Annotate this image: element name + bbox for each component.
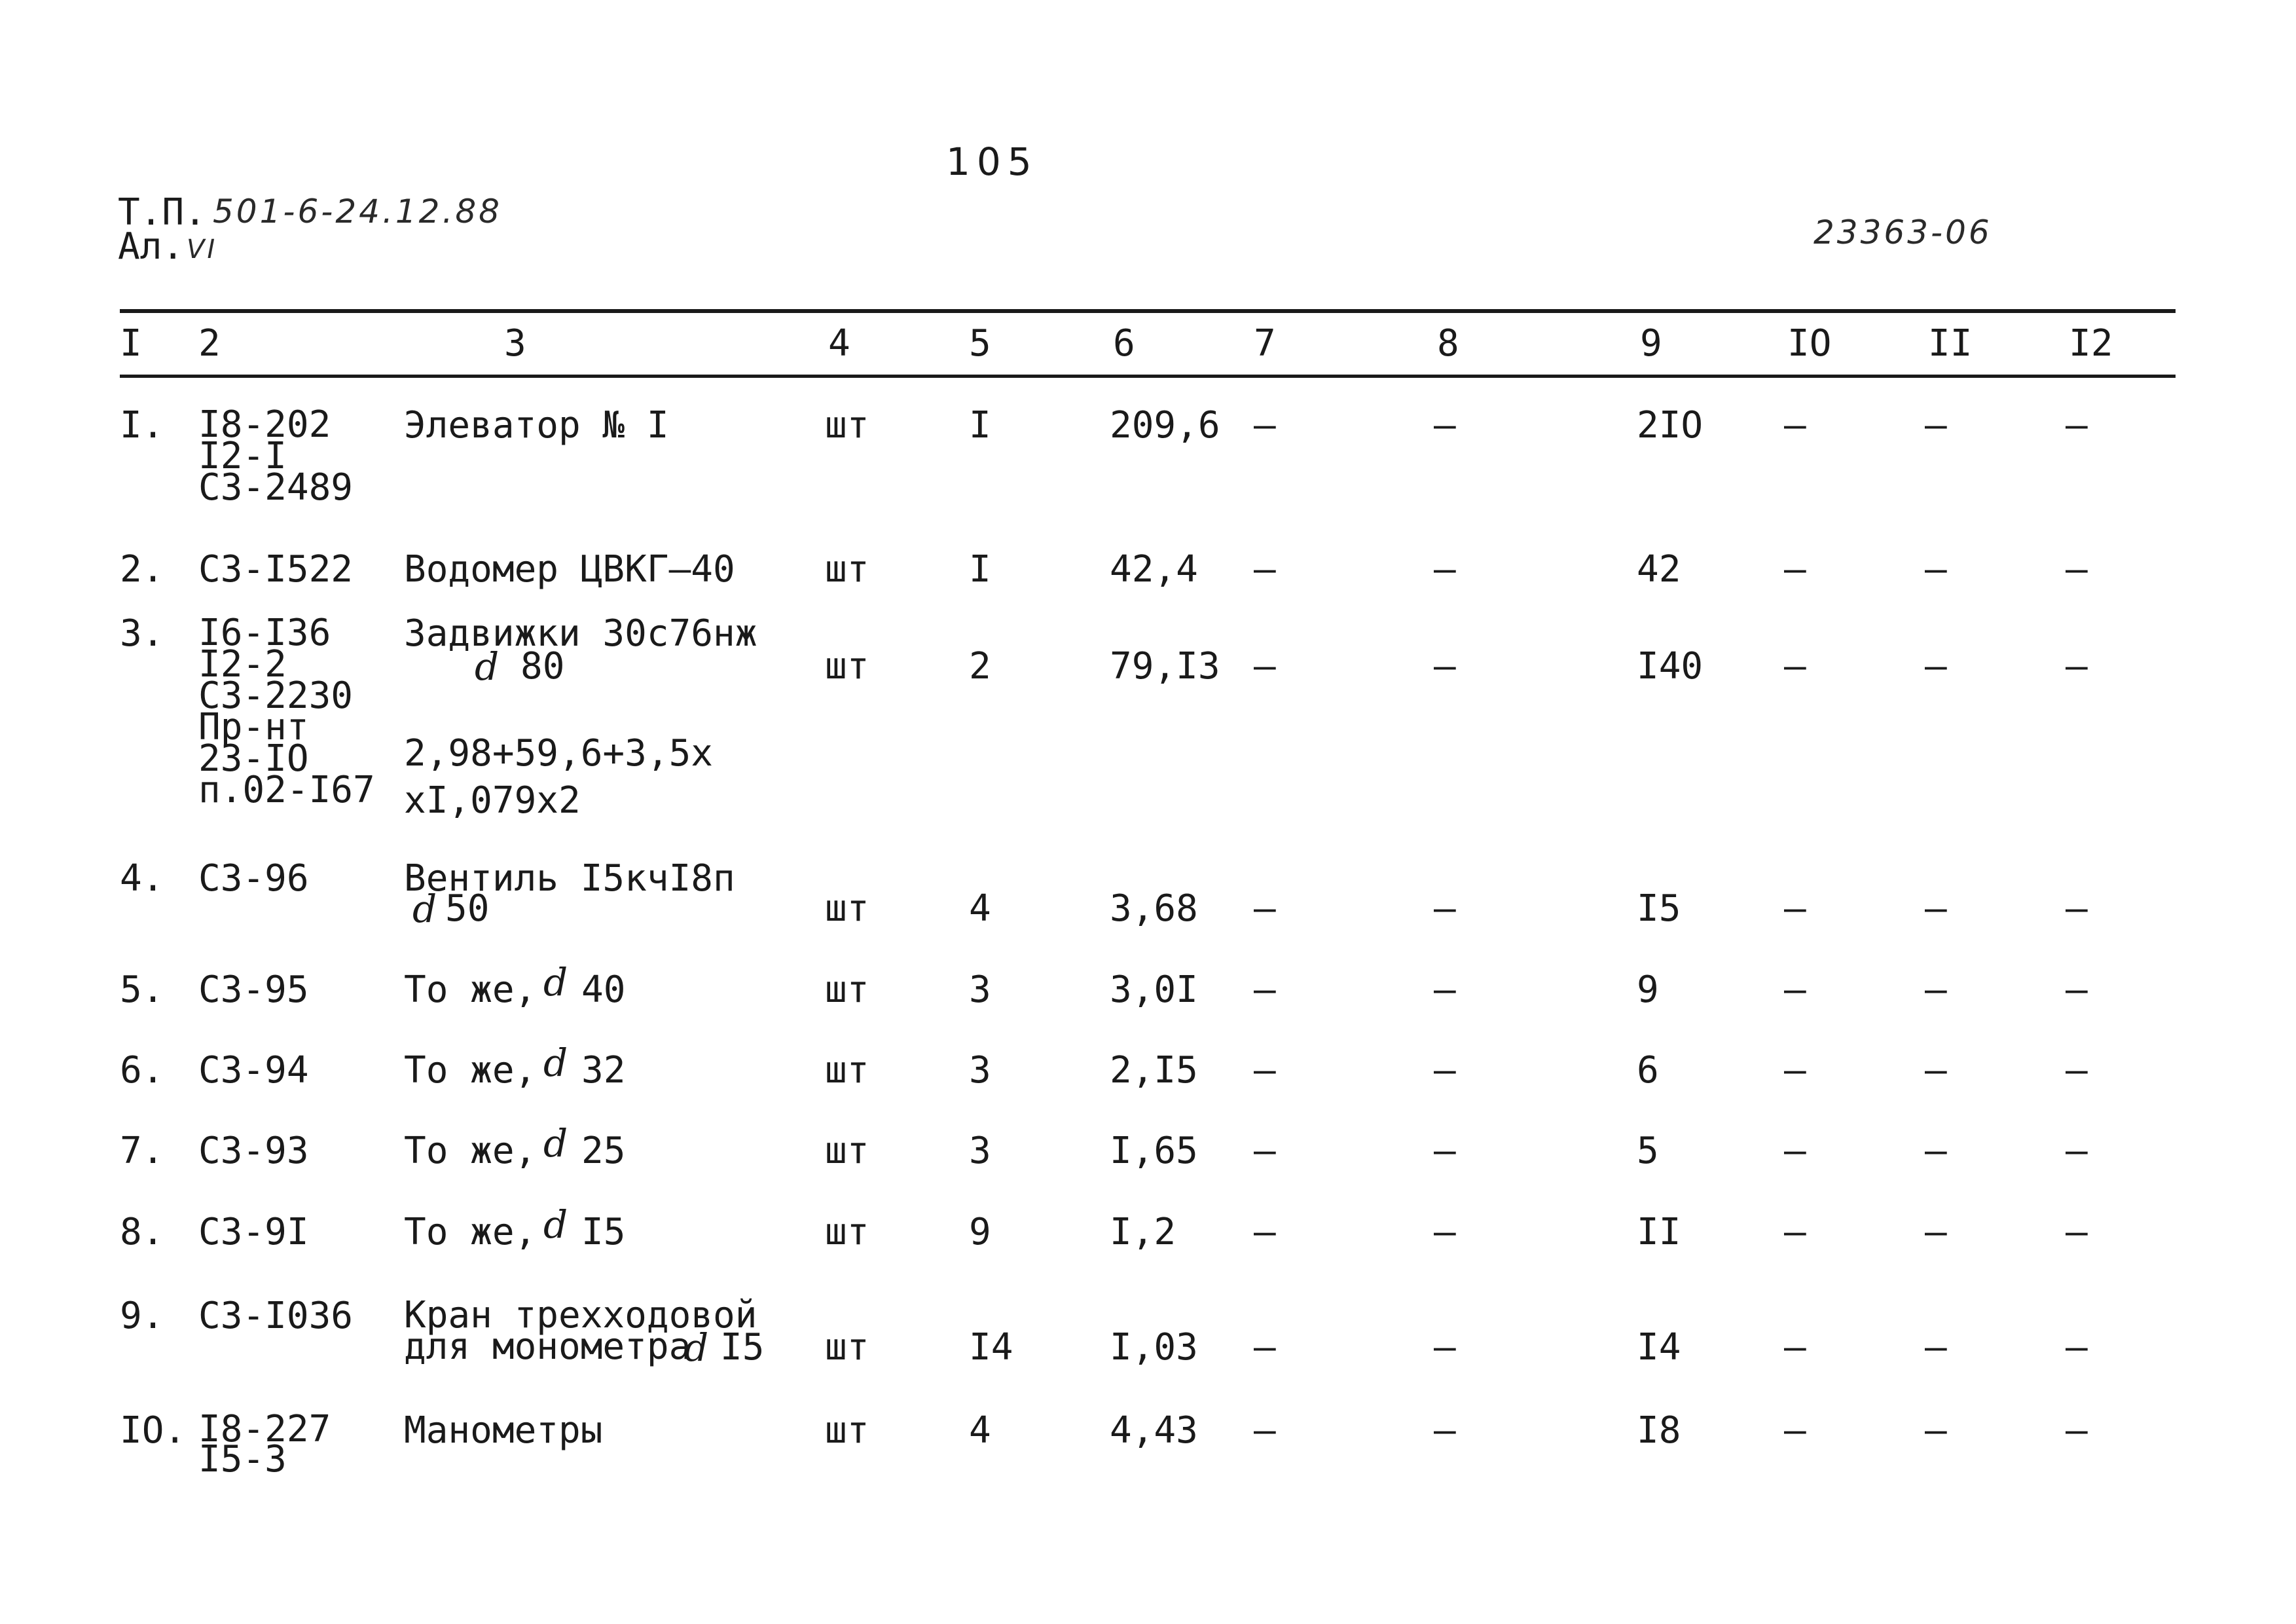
row-unit: шт	[825, 887, 869, 930]
row-col10: –	[1784, 1326, 1806, 1369]
row-qty: I	[969, 404, 991, 447]
row-col8: –	[1434, 548, 1456, 591]
row-qty: 9	[969, 1211, 991, 1253]
row-col11: –	[1925, 645, 1947, 688]
col-header-6: 6	[1113, 322, 1135, 365]
diameter-symbol: d	[475, 644, 500, 689]
row-col8: –	[1434, 1326, 1456, 1369]
row-col8: –	[1434, 645, 1456, 688]
al-label: Ал.	[118, 225, 185, 268]
row-qty: 4	[969, 1409, 991, 1452]
row-col10: –	[1784, 548, 1806, 591]
row-col12: –	[2066, 969, 2088, 1011]
row-code: I6-I36 I2-2 C3-2230 Пр-нт 23-IO п.02-I67	[198, 612, 375, 811]
row-col11: –	[1925, 1211, 1947, 1253]
row-col12: –	[2066, 1049, 2088, 1092]
row-col8: –	[1434, 887, 1456, 930]
diameter-symbol: d	[543, 1041, 568, 1085]
row-number: IO.	[120, 1409, 187, 1452]
diameter-symbol: d	[684, 1325, 709, 1370]
row-number: 9.	[120, 1295, 164, 1337]
row-col10: –	[1784, 969, 1806, 1011]
al-number: VI	[187, 234, 218, 265]
col-header-7: 7	[1254, 322, 1276, 365]
row-code: C3-96	[198, 857, 309, 900]
row-qty: I	[969, 548, 991, 591]
row-code: C3-93	[198, 1130, 309, 1172]
row-col8: –	[1434, 1211, 1456, 1253]
row-qty: 3	[969, 1130, 991, 1172]
col-header-9: 9	[1640, 322, 1662, 365]
row-col9: II	[1637, 1211, 1681, 1253]
row-col8: –	[1434, 1049, 1456, 1092]
row-col9: 5	[1637, 1130, 1659, 1172]
row-col8: –	[1434, 969, 1456, 1011]
row-size: 25	[581, 1130, 626, 1172]
page-number: 105	[946, 139, 1038, 184]
row-number: 5.	[120, 969, 164, 1011]
row-number: 3.	[120, 612, 164, 655]
row-col6: 2,I5	[1110, 1049, 1198, 1092]
row-name: Кран трехходовой для монометра	[404, 1294, 757, 1368]
header-bottom-rule	[120, 375, 2176, 378]
row-col7: –	[1254, 969, 1276, 1011]
row-col12: –	[2066, 1211, 2088, 1253]
row-col12: –	[2066, 548, 2088, 591]
row-unit: шт	[825, 969, 869, 1011]
row-code: C3-95	[198, 969, 309, 1011]
col-header-10: IO	[1787, 322, 1832, 365]
row-number: 2.	[120, 548, 164, 591]
row-size: 40	[581, 969, 626, 1011]
diameter-symbol: d	[543, 960, 568, 1005]
row-col7: –	[1254, 645, 1276, 688]
row-col12: –	[2066, 1130, 2088, 1172]
row-col10: –	[1784, 404, 1806, 447]
col-header-8: 8	[1437, 322, 1459, 365]
row-col11: –	[1925, 1130, 1947, 1172]
row-unit: шт	[825, 1049, 869, 1092]
row-col6: I,65	[1110, 1130, 1198, 1172]
col-header-1: I	[120, 322, 142, 365]
row-unit: шт	[825, 1130, 869, 1172]
row-number: I.	[120, 404, 164, 447]
row-col12: –	[2066, 1409, 2088, 1452]
row-number: 7.	[120, 1130, 164, 1172]
col-header-12: I2	[2069, 322, 2113, 365]
row-number: 4.	[120, 857, 164, 900]
row-col10: –	[1784, 1049, 1806, 1092]
row-number: 8.	[120, 1211, 164, 1253]
row-col7: –	[1254, 548, 1276, 591]
row-unit: шт	[825, 1409, 869, 1452]
row-col6: 3,68	[1110, 887, 1198, 930]
document-number: 23363-06	[1813, 213, 1992, 251]
row-qty: 3	[969, 969, 991, 1011]
row-col12: –	[2066, 645, 2088, 688]
col-header-3: 3	[504, 322, 526, 365]
row-col9: 42	[1637, 548, 1681, 591]
row-col6: 42,4	[1110, 548, 1198, 591]
row-unit: шт	[825, 1326, 869, 1369]
row-qty: 3	[969, 1049, 991, 1092]
diameter-symbol: d	[543, 1202, 568, 1247]
row-col6: 4,43	[1110, 1409, 1198, 1452]
row-unit: шт	[825, 548, 869, 591]
row-name: То же,	[404, 1049, 537, 1092]
row-size: 80	[520, 645, 565, 688]
row-col7: –	[1254, 1211, 1276, 1253]
col-header-5: 5	[969, 322, 991, 365]
row-col7: –	[1254, 404, 1276, 447]
row-qty: I4	[969, 1326, 1013, 1369]
diameter-symbol: d	[412, 887, 437, 931]
row-unit: шт	[825, 1211, 869, 1253]
row-size: 32	[581, 1049, 626, 1092]
row-code: C3-I036	[198, 1295, 354, 1337]
row-col6: I,03	[1110, 1326, 1198, 1369]
row-code: I8-202 I2-I C3-2489	[198, 403, 354, 509]
row-col12: –	[2066, 1326, 2088, 1369]
row-unit: шт	[825, 404, 869, 447]
row-col10: –	[1784, 1211, 1806, 1253]
row-col9: 9	[1637, 969, 1659, 1011]
row-col8: –	[1434, 1130, 1456, 1172]
row-col8: –	[1434, 404, 1456, 447]
row-col9: I4	[1637, 1326, 1681, 1369]
row-unit: шт	[825, 645, 869, 688]
row-name: Вентиль I5кчI8п	[404, 857, 735, 900]
row-name: Манометры	[404, 1409, 603, 1452]
row-col11: –	[1925, 1409, 1947, 1452]
row-code: C3-9I	[198, 1211, 309, 1253]
row-col11: –	[1925, 887, 1947, 930]
row-col10: –	[1784, 1130, 1806, 1172]
row-col7: –	[1254, 887, 1276, 930]
row-col6: 209,6	[1110, 404, 1220, 447]
row-col11: –	[1925, 969, 1947, 1011]
row-col9: I8	[1637, 1409, 1681, 1452]
row-col6: 3,0I	[1110, 969, 1198, 1011]
row-name: Задвижки 30с76нж	[404, 612, 757, 655]
row-col11: –	[1925, 548, 1947, 591]
row-code: C3-I522	[198, 548, 354, 591]
row-col10: –	[1784, 1409, 1806, 1452]
col-header-11: II	[1928, 322, 1973, 365]
row-number: 6.	[120, 1049, 164, 1092]
diameter-symbol: d	[543, 1121, 568, 1166]
row-calculation: 2,98+59,6+3,5x xI,079x2	[404, 732, 714, 822]
row-col6: 79,I3	[1110, 645, 1220, 688]
row-col9: 2IO	[1637, 404, 1704, 447]
col-header-4: 4	[828, 322, 850, 365]
row-col10: –	[1784, 887, 1806, 930]
row-qty: 2	[969, 645, 991, 688]
row-size: I5	[720, 1326, 765, 1369]
row-name: То же,	[404, 969, 537, 1011]
table-top-rule	[120, 309, 2176, 313]
row-col7: –	[1254, 1049, 1276, 1092]
row-col12: –	[2066, 887, 2088, 930]
col-header-2: 2	[198, 322, 221, 365]
row-col11: –	[1925, 1049, 1947, 1092]
row-col7: –	[1254, 1326, 1276, 1369]
row-col9: I40	[1637, 645, 1704, 688]
row-qty: 4	[969, 887, 991, 930]
row-name: То же,	[404, 1130, 537, 1172]
row-col6: I,2	[1110, 1211, 1176, 1253]
row-name: То же,	[404, 1211, 537, 1253]
row-code: C3-94	[198, 1049, 309, 1092]
row-size: I5	[581, 1211, 626, 1253]
row-col8: –	[1434, 1409, 1456, 1452]
row-name: Водомер ЦВКГ–40	[404, 548, 735, 591]
tp-label: Т.П.	[118, 191, 206, 234]
row-col9: I5	[1637, 887, 1681, 930]
row-code: I8-227 I5-3	[198, 1408, 331, 1481]
row-col12: –	[2066, 404, 2088, 447]
row-size: 50	[445, 887, 490, 930]
tp-code: 501-6-24.12.88	[213, 193, 502, 231]
row-col11: –	[1925, 1326, 1947, 1369]
row-col10: –	[1784, 645, 1806, 688]
row-col7: –	[1254, 1130, 1276, 1172]
row-col9: 6	[1637, 1049, 1659, 1092]
row-col11: –	[1925, 404, 1947, 447]
row-name: Элеватор № I	[404, 404, 669, 447]
row-col7: –	[1254, 1409, 1276, 1452]
